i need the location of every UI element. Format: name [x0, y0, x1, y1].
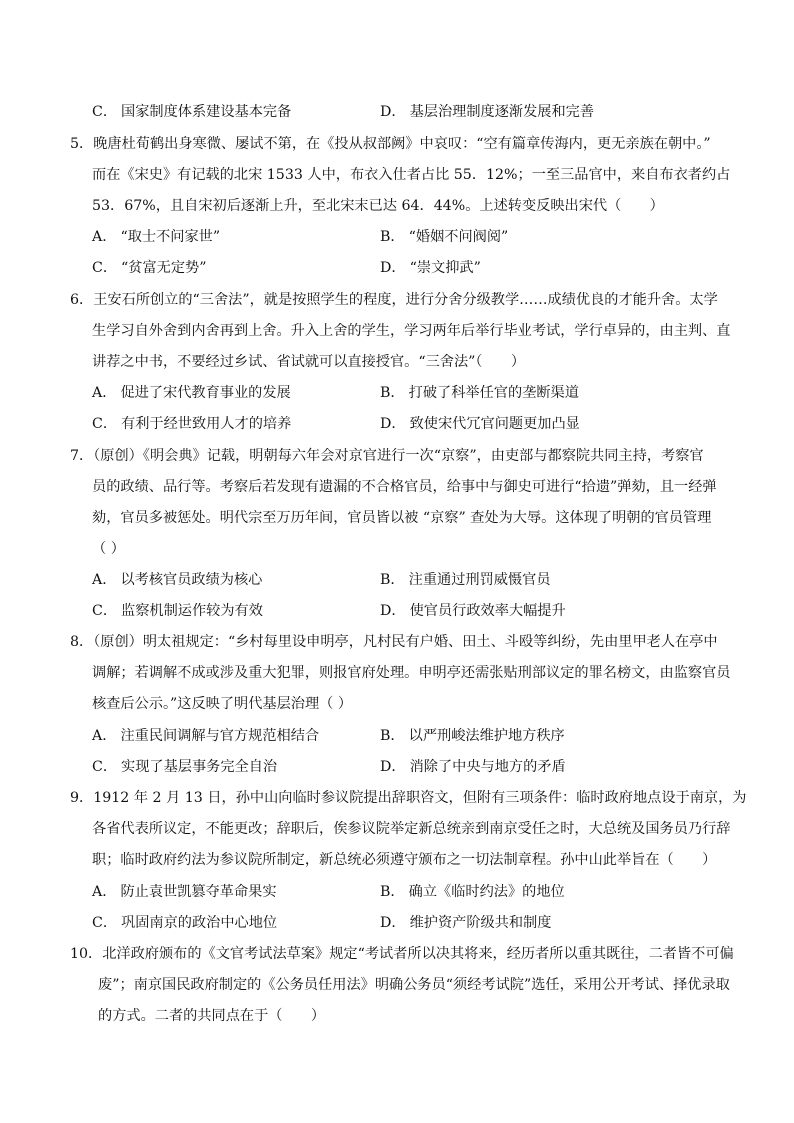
- option-c: C． “贫富无定势”: [92, 260, 207, 276]
- option-c: C． 实现了基层事务完全自治: [92, 759, 278, 775]
- question-6-line-3: 讲荐之中书，不要经过乡试、省试就可以直接授官。“三舍法”（ ）: [92, 354, 526, 370]
- question-7-line-1: 7．（原创）《明会典》记载，明朝每六年会对京官进行一次“京察”，由吏部与都察院共同主持，考察官: [70, 448, 704, 464]
- question-7-line-4: （ ）: [92, 541, 125, 557]
- option-d: D． 消除了中央与地方的矛盾: [380, 759, 566, 775]
- question-5-line-1: 5．晚唐杜荀鹤出身寒微、屡试不第，在《投从叔部阙》中哀叹：“空有篇章传海内，更无亲族在朝中。”: [70, 136, 711, 152]
- option-b: B． 确立《临时约法》的地位: [380, 884, 565, 900]
- option-b: B． “婚姻不问阀阅”: [380, 229, 509, 245]
- option-c: C． 国家制度体系建设基本完备: [92, 104, 292, 120]
- option-b: B． 打破了科举任官的垄断渠道: [380, 385, 579, 401]
- question-5-line-3: 53．67%，且自宋初后逐渐上升，至北宋末已达 64．44%。上述转变反映出宋代（ ）: [92, 198, 664, 214]
- question-6-line-1: 6．王安石所创立的“三舍法”，就是按照学生的程度，进行分舍分级教学……成绩优良的才能升舍。太学: [70, 292, 718, 308]
- question-10-line-1: 10．北洋政府颁布的《文官考试法草案》规定“考试者所以决其将来，经历者所以重其既往，二者皆不可偏: [70, 946, 734, 962]
- option-d: D． 维护资产阶级共和制度: [380, 915, 552, 931]
- option-d: D． 基层治理制度逐渐发展和完善: [380, 104, 595, 120]
- option-c: C． 巩固南京的政治中心地位: [92, 915, 278, 931]
- option-a: A． “取士不问家世”: [92, 229, 221, 245]
- question-8-line-2: 调解；若调解不成或涉及重大犯罪，则报官府处理。申明亭还需张贴刑部议定的罪名榜文，由监察官员: [92, 665, 731, 681]
- question-8-line-3: 核查后公示。”这反映了明代基层治理（ ）: [92, 696, 353, 712]
- question-7-line-2: 员的政绩、品行等。考察后若发现有遗漏的不合格官员，给事中与御史可进行“拾遗”弹劾，且一经弹: [92, 479, 717, 495]
- question-9-line-2: 各省代表所议定，不能更改；辞职后，俟参议院举定新总统亲到南京受任之时，大总统及国务员乃行辞: [92, 821, 731, 837]
- option-d: D． 致使宋代冗官问题更加凸显: [380, 416, 580, 432]
- option-a: A． 防止袁世凯篡夺革命果实: [92, 884, 277, 900]
- option-a: A． 促进了宋代教育事业的发展: [92, 385, 291, 401]
- option-a: A． 以考核官员政绩为核心: [92, 572, 263, 588]
- question-10-line-2: 废”；南京国民政府制定的《公务员任用法》明确公务员“须经考试院”选任，采用公开考试、择优录取: [98, 977, 730, 993]
- option-c: C． 有利于经世致用人才的培养: [92, 416, 292, 432]
- option-d: D． 使官员行政效率大幅提升: [380, 603, 566, 619]
- question-7-line-3: 劾，官员多被惩处。明代宗至万历年间，官员皆以被 “京察” 查处为大辱。这体现了明朝的官员管理: [92, 510, 712, 526]
- question-6-line-2: 生学习自外舍到内舍再到上舍。升入上舍的学生，学习两年后举行毕业考试，学行卓异的，由主判、直: [92, 323, 731, 339]
- option-b: B． 以严刑峻法维护地方秩序: [380, 728, 565, 744]
- question-9-line-3: 职；临时政府约法为参议院所制定，新总统必须遵守颁布之一切法制章程。孙中山此举旨在（ ）: [92, 852, 717, 868]
- option-a: A． 注重民间调解与官方规范相结合: [92, 728, 320, 744]
- question-9-line-1: 9．1912 年 2 月 13 日，孙中山向临时参议院提出辞职咨文，但附有三项条件：临时政府地点设于南京，为: [70, 790, 747, 806]
- option-c: C． 监察机制运作较为有效: [92, 603, 263, 619]
- option-d: D． “崇文抑武”: [380, 260, 481, 276]
- question-8-line-1: 8．（原创）明太祖规定：“乡村每里设申明亭，凡村民有户婚、田土、斗殴等纠纷，先由里甲老人在亭中: [70, 634, 718, 650]
- option-b: B． 注重通过刑罚威慑官员: [380, 572, 551, 588]
- question-10-line-3: 的方式。二者的共同点在于（ ）: [98, 1008, 326, 1024]
- question-5-line-2: 而在《宋史》有记载的北宋 1533 人中，布衣入仕者占比 55．12%；一至三品官中，来自布衣者约占: [92, 167, 731, 183]
